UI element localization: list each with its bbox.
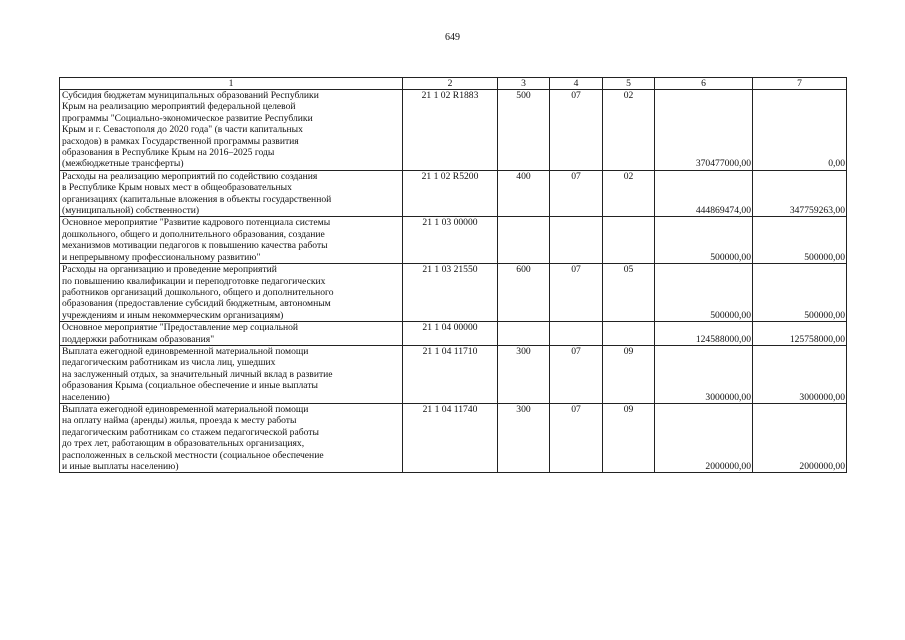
description-line: работников организаций дошкольного, общего и дополнительного [62,286,334,298]
expense-type-cell: 500 [498,90,550,171]
description-line: механизмов мотивации педагогов к повышению качества работы [62,240,328,252]
row-description [60,217,403,264]
description-line: и непрерывному профессиональному развитию" [62,251,261,263]
column-header: 5 [603,78,655,90]
description-line: образования Крыма (социальное обеспечение и иные выплаты [62,380,318,392]
expense-type-cell [498,322,550,346]
description-line: населению) [62,391,110,403]
description-line: образования (предоставление субсидий бюджетным, автономным [62,298,331,310]
section-cell: 07 [550,90,603,171]
description-line: поддержки работникам образования" [62,333,215,345]
amount-col7-cell: 500000,00 [753,217,847,264]
budget-code-cell: 21 1 04 00000 [403,322,498,346]
description-line: на заслуженный отдых, за значительный личный вклад в развитие [62,368,333,380]
table-row [60,217,847,264]
description-line: Основное мероприятие "Предоставление мер социальной [62,322,299,334]
table-row [60,345,847,403]
description-line: (межбюджетные трансферты) [62,158,184,170]
description-line: расположенных в сельской местности (социальное обеспечение [62,449,324,461]
row-description [60,322,403,346]
description-line: Выплата ежегодной единовременной материальной помощи [62,345,309,357]
description-line: Расходы на организацию и проведение мероприятий [62,264,277,276]
amount-col6-cell: 2000000,00 [655,403,753,472]
description-line: и иные выплаты населению) [62,461,179,472]
row-description [60,264,403,322]
description-line: Выплата ежегодной единовременной материальной помощи [62,403,309,415]
header-row [60,78,847,90]
subsection-cell [603,322,655,346]
description-line: педагогическим работникам со стажем педагогической работы [62,426,319,438]
table-row [60,322,847,346]
expense-type-cell [498,217,550,264]
description-line: педагогическим работникам из числа лиц, ушедших [62,357,276,369]
amount-col7-cell: 3000000,00 [753,345,847,403]
row-description [60,403,403,472]
description-line: образования в Республике Крым на 2016–2025 годы [62,147,275,159]
description-line: в Республике Крым новых мест в общеобразовательных [62,182,292,194]
description-line: до трех лет, работающим в образовательных организациях, [62,438,305,450]
expense-type-cell: 300 [498,403,550,472]
row-description [60,90,403,171]
budget-code-cell: 21 1 02 R5200 [403,170,498,217]
amount-col6-cell: 500000,00 [655,264,753,322]
description-line: Субсидия бюджетам муниципальных образований Республики [62,90,319,101]
amount-col6-cell: 124588000,00 [655,322,753,346]
table-row [60,90,847,171]
section-cell: 07 [550,170,603,217]
description-line: Расходы на реализацию мероприятий по содействию создания [62,170,318,182]
description-line: расходов) в рамках Государственной программы развития [62,135,299,147]
row-description [60,170,403,217]
description-line: (муниципальной) собственности) [62,205,200,217]
budget-code-cell: 21 1 03 00000 [403,217,498,264]
budget-code-cell: 21 1 03 21550 [403,264,498,322]
subsection-cell: 02 [603,170,655,217]
amount-col6-cell: 3000000,00 [655,345,753,403]
description-line: Основное мероприятие "Развитие кадрового потенциала системы [62,217,331,229]
description-line: Крым на реализацию мероприятий федеральной целевой [62,101,296,113]
page-number: 649 [445,32,460,43]
column-header: 1 [60,78,403,90]
budget-code-cell: 21 1 04 11740 [403,403,498,472]
description-line: по повышению квалификации и переподготовке педагогических [62,275,326,287]
subsection-cell [603,217,655,264]
description-line: программы "Социально-экономическое развитие Республики [62,112,313,124]
subsection-cell: 09 [603,345,655,403]
subsection-cell: 02 [603,90,655,171]
expense-type-cell: 600 [498,264,550,322]
column-header: 3 [498,78,550,90]
column-header: 4 [550,78,603,90]
budget-code-cell: 21 1 04 11710 [403,345,498,403]
description-line: дошкольного, общего и дополнительного образования, создание [62,228,325,240]
budget-code-cell: 21 1 02 R1883 [403,90,498,171]
description-line: организациях (капитальные вложения в объекты государственной [62,193,332,205]
row-description [60,345,403,403]
subsection-cell: 05 [603,264,655,322]
expense-type-cell: 300 [498,345,550,403]
section-cell [550,322,603,346]
column-header: 7 [753,78,847,90]
amount-col7-cell: 125758000,00 [753,322,847,346]
section-cell [550,217,603,264]
description-line: на оплату найма (аренды) жилья, проезда к месту работы [62,415,297,427]
amount-col7-cell: 347759263,00 [753,170,847,217]
table-row [60,170,847,217]
expense-type-cell: 400 [498,170,550,217]
description-line: Крым и г. Севастополя до 2020 года" (в части капитальных [62,124,303,136]
amount-col6-cell: 500000,00 [655,217,753,264]
subsection-cell: 09 [603,403,655,472]
budget-table [59,77,847,473]
amount-col6-cell: 370477000,00 [655,90,753,171]
amount-col7-cell: 0,00 [753,90,847,171]
section-cell: 07 [550,264,603,322]
amount-col6-cell: 444869474,00 [655,170,753,217]
column-header: 6 [655,78,753,90]
column-header: 2 [403,78,498,90]
table-row [60,264,847,322]
table-row [60,403,847,472]
section-cell: 07 [550,345,603,403]
amount-col7-cell: 500000,00 [753,264,847,322]
amount-col7-cell: 2000000,00 [753,403,847,472]
section-cell: 07 [550,403,603,472]
description-line: учреждениям и иным некоммерческим организациям) [62,309,284,321]
